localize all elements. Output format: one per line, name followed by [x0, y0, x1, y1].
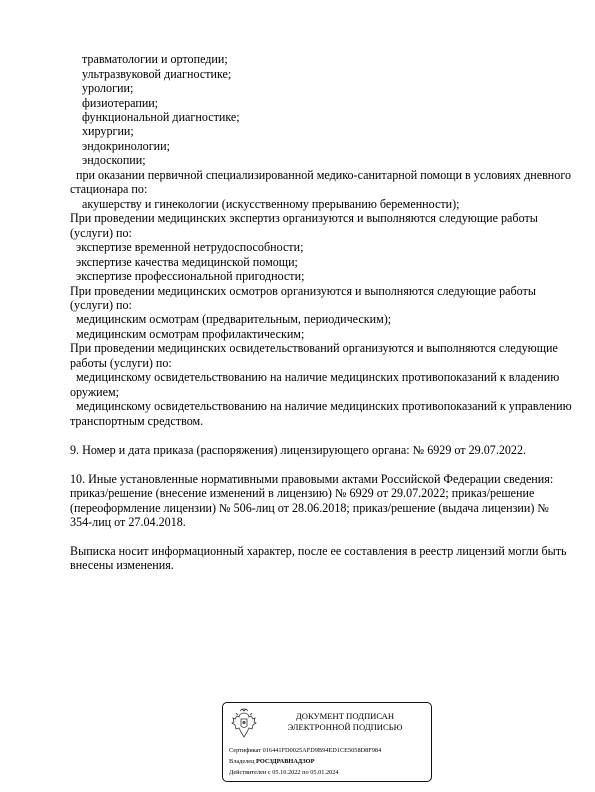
text-line: При проведении медицинских освидетельствований организуются и выполняются следующие — [70, 341, 558, 355]
stamp-certificate: Сертификат 016441FD0025AFD9B94ED1CE5058D8F984 — [229, 747, 382, 754]
text-line: 354-лиц от 27.04.2018. — [70, 515, 186, 529]
text-line: эндокринологии; — [82, 139, 170, 153]
text-line: физиотерапии; — [82, 96, 159, 110]
stamp-owner: РОСЗДРАВНАДЗОР — [256, 758, 315, 765]
disclaimer: Выписка носит информационный характер, после ее составления в реестр лицензий могли быть — [70, 544, 567, 558]
text-line: (услуги) по: — [70, 226, 132, 240]
section-10: 10. Иные установленные нормативными правовыми актами Российской Федерации сведения: — [70, 472, 554, 486]
stamp-title — [263, 711, 427, 732]
text-line: хирургии; — [82, 124, 134, 138]
text-line: ультразвуковой диагностике; — [82, 67, 232, 81]
text-line: При проведении медицинских экспертиз организуются и выполняются следующие работы — [70, 211, 538, 225]
section-9: 9. Номер и дата приказа (распоряжения) лицензирующего органа: № 6929 от 29.07.2022. — [70, 443, 527, 457]
text-line: экспертизе качества медицинской помощи; — [76, 255, 298, 269]
text-line: экспертизе профессиональной пригодности; — [76, 269, 305, 283]
text-line: транспортным средством. — [70, 414, 204, 428]
electronic-signature-stamp — [222, 702, 432, 782]
text-line: стационара по: — [70, 182, 148, 196]
text-line: медицинским осмотрам (предварительным, периодическим); — [76, 312, 392, 326]
text-line: медицинским осмотрам профилактическим; — [76, 327, 305, 341]
text-line: оружием; — [70, 385, 120, 399]
text-line: медицинскому освидетельствованию на наличие медицинских противопоказаний к владению — [76, 370, 560, 384]
text-line: (переоформление лицензии) № 506-лиц от 28.06.2018; приказ/решение (выдача лицензии) № — [70, 501, 549, 515]
text-line: акушерству и гинекологии (искусственному прерыванию беременности); — [82, 197, 460, 211]
text-line: приказ/решение (внесение изменений в лицензию) № 6929 от 29.07.2022; приказ/решение — [70, 486, 535, 500]
text-line: При проведении медицинских осмотров организуются и выполняются следующие работы — [70, 284, 536, 298]
text-line: внесены изменения. — [70, 558, 174, 572]
text-line: эндоскопии; — [82, 153, 146, 167]
text-line: урологии; — [82, 81, 134, 95]
text-line: медицинскому освидетельствованию на наличие медицинских противопоказаний к управлению — [76, 399, 572, 413]
double-headed-eagle-emblem-icon — [229, 707, 259, 741]
text-line: функциональной диагностике; — [82, 110, 240, 124]
text-line: экспертизе временной нетрудоспособности; — [76, 240, 304, 254]
text-line: (услуги) по: — [70, 298, 132, 312]
stamp-owner-row — [229, 758, 314, 766]
stamp-title-line1: ДОКУМЕНТ ПОДПИСАН — [295, 711, 395, 721]
text-line: работы (услуги) по: — [70, 356, 172, 370]
text-line: при оказании первичной специализированной медико-санитарной помощи в условиях дневного — [76, 168, 572, 182]
stamp-owner-label: Владелец — [229, 758, 255, 765]
stamp-validity: Действителен с 05.10.2022 по 05.01.2024 — [229, 769, 339, 776]
text-line: травматологии и ортопедии; — [82, 52, 228, 66]
stamp-title-line2: ЭЛЕКТРОННОЙ ПОДПИСЬЮ — [287, 721, 403, 732]
